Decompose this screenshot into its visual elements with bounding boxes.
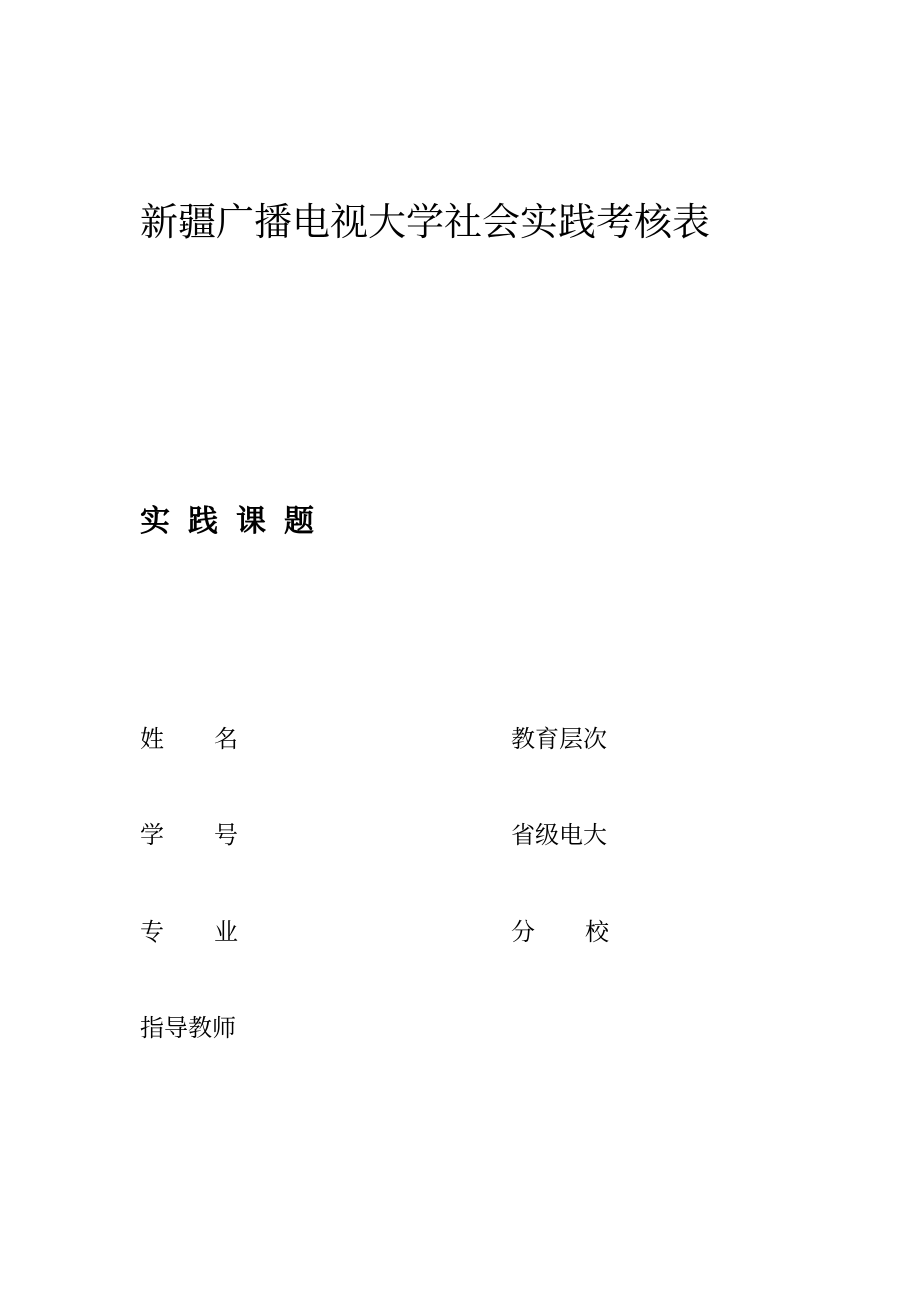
branch-school-label: 分校: [511, 918, 659, 946]
major-label: 专业: [140, 918, 288, 946]
name-label: 姓名: [140, 725, 288, 753]
advisor-label: 指导教师: [140, 1014, 236, 1042]
student-id-label: 学号: [140, 821, 288, 849]
education-level-label: 教育层次: [511, 725, 607, 753]
subject-label: 实践课题: [140, 504, 332, 539]
page-title: 新疆广播电视大学社会实践考核表: [140, 200, 711, 244]
provincial-tvu-label: 省级电大: [511, 821, 607, 849]
